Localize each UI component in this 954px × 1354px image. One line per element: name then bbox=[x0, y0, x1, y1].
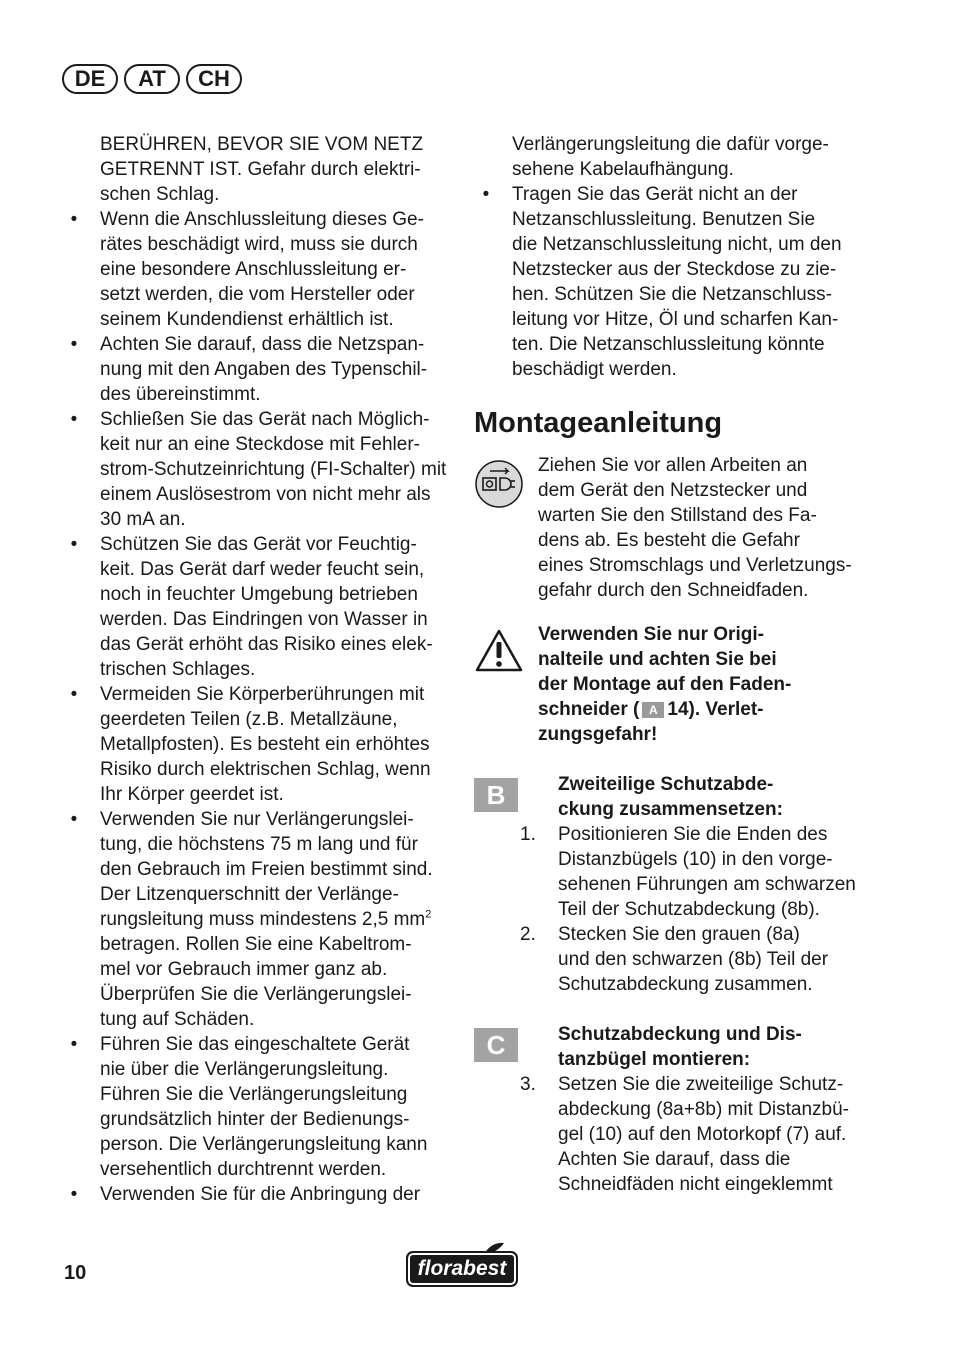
text-line: 30 mA an. bbox=[100, 509, 186, 530]
country-badge-ch: CH bbox=[186, 64, 242, 94]
text-line: eines Stromschlags und Verletzungs- bbox=[538, 555, 852, 576]
text-line: Überprüfen Sie die Verlängerungslei- bbox=[100, 984, 412, 1005]
bullet-item bbox=[62, 207, 452, 332]
country-badges bbox=[62, 64, 242, 94]
country-badge-de: DE bbox=[62, 64, 118, 94]
step-item bbox=[474, 822, 874, 922]
text-line: werden. Das Eindringen von Wasser in bbox=[100, 609, 428, 630]
text-line: Führen Sie die Verlängerungsleitung bbox=[100, 1084, 408, 1105]
text-line: Schützen Sie das Gerät vor Feuchtig- bbox=[100, 534, 417, 555]
bullet-icon: • bbox=[482, 184, 490, 205]
text-line: und den schwarzen (8b) Teil der bbox=[558, 949, 829, 970]
text-line bbox=[538, 697, 874, 722]
text-line: Ihr Körper geerdet ist. bbox=[100, 784, 284, 805]
section-title-line: Schutzabdeckung und Dis- bbox=[558, 1024, 802, 1045]
text-span: 14). Verlet- bbox=[667, 699, 764, 720]
intro-paragraph bbox=[62, 132, 452, 207]
section-b bbox=[474, 772, 874, 822]
text-line: Stecken Sie den grauen (8a) bbox=[558, 924, 800, 945]
text-line: das Gerät erhöht das Risiko eines elek- bbox=[100, 634, 433, 655]
text-line: Schutzabdeckung zusammen. bbox=[558, 974, 813, 995]
bullet-icon: • bbox=[70, 1034, 78, 1055]
bullet-icon: • bbox=[70, 209, 78, 230]
unplug-note bbox=[474, 453, 874, 603]
text-line: Distanzbügels (10) in den vorge- bbox=[558, 849, 833, 870]
warning-triangle-icon bbox=[474, 628, 524, 681]
section-c bbox=[474, 1022, 874, 1072]
left-column bbox=[62, 132, 452, 1207]
text-line: Verwenden Sie nur Origi- bbox=[538, 624, 764, 645]
bullet-item bbox=[474, 182, 874, 382]
country-badge-at: AT bbox=[124, 64, 180, 94]
section-title-line: tanzbügel montieren: bbox=[558, 1049, 751, 1070]
text-line: der Montage auf den Faden- bbox=[538, 674, 792, 695]
bullet-icon: • bbox=[70, 809, 78, 830]
text-line: rätes beschädigt wird, muss sie durch bbox=[100, 234, 418, 255]
text-line: Setzen Sie die zweiteilige Schutz- bbox=[558, 1074, 844, 1095]
text-line: seinem Kundendienst erhältlich ist. bbox=[100, 309, 394, 330]
text-line: gel (10) auf den Motorkopf (7) auf. bbox=[558, 1124, 847, 1145]
text-line: geerdeten Teilen (z.B. Metallzäune, bbox=[100, 709, 398, 730]
bullet-icon: • bbox=[70, 684, 78, 705]
text-line: GETRENNT IST. Gefahr durch elektri- bbox=[100, 159, 421, 180]
text-line: trischen Schlages. bbox=[100, 659, 256, 680]
text-line: dem Gerät den Netzstecker und bbox=[538, 480, 808, 501]
text-line: Verwenden Sie nur Verlängerungslei- bbox=[100, 809, 414, 830]
text-line: Schließen Sie das Gerät nach Möglich- bbox=[100, 409, 430, 430]
text-line: zungsgefahr! bbox=[538, 724, 658, 745]
text-line: tung auf Schäden. bbox=[100, 1009, 255, 1030]
text-line: nung mit den Angaben des Typenschil- bbox=[100, 359, 428, 380]
text-line: Positionieren Sie die Enden des bbox=[558, 824, 828, 845]
bullet-item bbox=[62, 1182, 452, 1207]
bullet-item bbox=[62, 1032, 452, 1182]
text-line: beschädigt werden. bbox=[512, 359, 677, 380]
text-line: Führen Sie das eingeschaltete Gerät bbox=[100, 1034, 410, 1055]
text-line: Teil der Schutzabdeckung (8b). bbox=[558, 899, 820, 920]
section-heading: Montageanleitung bbox=[474, 407, 723, 439]
text-line: Achten Sie darauf, dass die Netzspan- bbox=[100, 334, 425, 355]
text-line: keit nur an eine Steckdose mit Fehler- bbox=[100, 434, 420, 455]
text-line: einem Auslösestrom von nicht mehr als bbox=[100, 484, 431, 505]
text-line: noch in feuchter Umgebung betrieben bbox=[100, 584, 418, 605]
bullet-item bbox=[62, 407, 452, 532]
text-line: setzt werden, die vom Hersteller oder bbox=[100, 284, 415, 305]
step-item bbox=[474, 922, 874, 997]
figure-badge-b: B bbox=[474, 778, 518, 812]
text-line: Vermeiden Sie Körperberührungen mit bbox=[100, 684, 425, 705]
text-line: tung, die höchstens 75 m lang und für bbox=[100, 834, 418, 855]
text-line: den Gebrauch im Freien bestimmt sind. bbox=[100, 859, 433, 880]
text-line: Risiko durch elektrischen Schlag, wenn bbox=[100, 759, 431, 780]
text-line: Netzstecker aus der Steckdose zu zie- bbox=[512, 259, 837, 280]
text-line: dens ab. Es besteht die Gefahr bbox=[538, 530, 800, 551]
figure-badge-a: A bbox=[642, 702, 664, 718]
text-line: Netzanschlussleitung. Benutzen Sie bbox=[512, 209, 816, 230]
text-line: Verwenden Sie für die Anbringung der bbox=[100, 1184, 421, 1205]
text-line: Ziehen Sie vor allen Arbeiten an bbox=[538, 455, 808, 476]
text-line: nalteile und achten Sie bei bbox=[538, 649, 777, 670]
unplug-icon bbox=[474, 459, 524, 516]
right-column bbox=[474, 132, 874, 1197]
text-line: die Netzanschlussleitung nicht, um den bbox=[512, 234, 842, 255]
text-line: nie über die Verlängerungsleitung. bbox=[100, 1059, 389, 1080]
step-item bbox=[474, 1072, 874, 1197]
bullet-icon: • bbox=[70, 334, 78, 355]
text-line: Verlängerungsleitung die dafür vorge- bbox=[512, 134, 829, 155]
text-line: Metallpfosten). Es besteht ein erhöhtes bbox=[100, 734, 430, 755]
text-line: des übereinstimmt. bbox=[100, 384, 261, 405]
bullet-icon: • bbox=[70, 534, 78, 555]
bullet-icon: • bbox=[70, 409, 78, 430]
step-number: 1. bbox=[520, 824, 536, 845]
step-number: 2. bbox=[520, 924, 536, 945]
bullet-item bbox=[62, 532, 452, 682]
continued-paragraph bbox=[474, 132, 874, 182]
text-line: strom-Schutzeinrichtung (FI-Schalter) mit bbox=[100, 459, 447, 480]
text-line: abdeckung (8a+8b) mit Distanzbü- bbox=[558, 1099, 849, 1120]
text-line: eine besondere Anschlussleitung er- bbox=[100, 259, 407, 280]
text-line: gefahr durch den Schneidfaden. bbox=[538, 580, 809, 601]
text-line: Tragen Sie das Gerät nicht an der bbox=[512, 184, 798, 205]
text-line: keit. Das Gerät darf weder feucht sein, bbox=[100, 559, 425, 580]
text-span: rungsleitung muss mindestens 2,5 mm bbox=[100, 909, 426, 930]
text-line: versehentlich durchtrennt werden. bbox=[100, 1159, 387, 1180]
bullet-item bbox=[62, 332, 452, 407]
text-line: warten Sie den Stillstand des Fa- bbox=[538, 505, 817, 526]
text-line: Achten Sie darauf, dass die bbox=[558, 1149, 791, 1170]
section-title-line: Zweiteilige Schutzabde- bbox=[558, 774, 774, 795]
text-line: sehene Kabelaufhängung. bbox=[512, 159, 734, 180]
bullet-item bbox=[62, 807, 452, 1032]
text-line: grundsätzlich hinter der Bedienungs- bbox=[100, 1109, 410, 1130]
text-line: sehenen Führungen am schwarzen bbox=[558, 874, 856, 895]
text-line: Wenn die Anschlussleitung dieses Ge- bbox=[100, 209, 424, 230]
bullet-item bbox=[62, 682, 452, 807]
text-line: schen Schlag. bbox=[100, 184, 220, 205]
brand-logo: florabest bbox=[406, 1251, 518, 1287]
section-title-line: ckung zusammensetzen: bbox=[558, 799, 783, 820]
text-line: BERÜHREN, BEVOR SIE VOM NETZ bbox=[100, 134, 424, 155]
text-line: mel vor Gebrauch immer ganz ab. bbox=[100, 959, 388, 980]
warning-note bbox=[474, 622, 874, 747]
text-line: person. Die Verlängerungsleitung kann bbox=[100, 1134, 428, 1155]
step-number: 3. bbox=[520, 1074, 536, 1095]
figure-badge-c: C bbox=[474, 1028, 518, 1062]
text-line: betragen. Rollen Sie eine Kabeltrom- bbox=[100, 934, 412, 955]
text-line: ten. Die Netzanschlussleitung könnte bbox=[512, 334, 825, 355]
text-line: Der Litzenquerschnitt der Verlänge- bbox=[100, 884, 399, 905]
text-line: hen. Schützen Sie die Netzanschluss- bbox=[512, 284, 833, 305]
text-span: schneider ( bbox=[538, 699, 640, 720]
text-line: Schneidfäden nicht eingeklemmt bbox=[558, 1174, 833, 1195]
bullet-icon: • bbox=[70, 1184, 78, 1205]
text-line: leitung vor Hitze, Öl und scharfen Kan- bbox=[512, 309, 839, 330]
page-number: 10 bbox=[64, 1262, 87, 1284]
text-line bbox=[100, 907, 452, 932]
superscript: 2 bbox=[425, 908, 432, 921]
